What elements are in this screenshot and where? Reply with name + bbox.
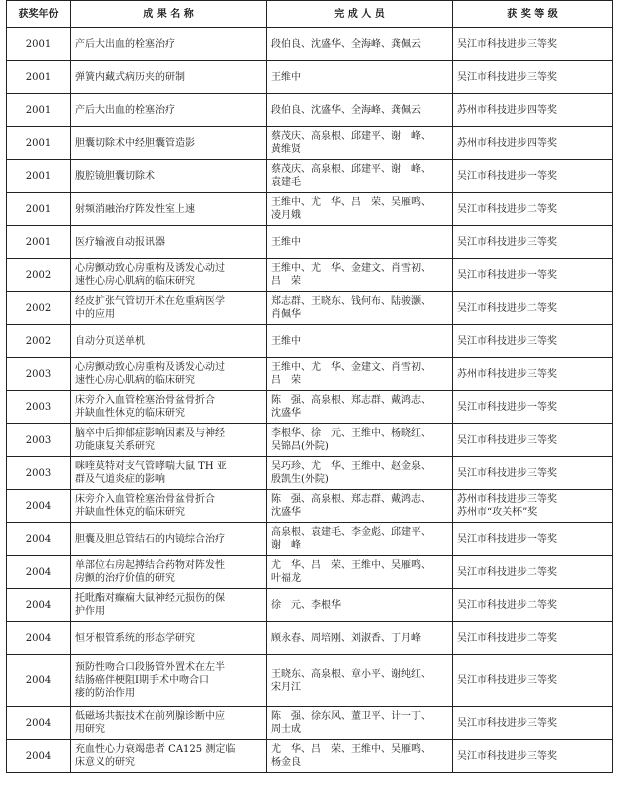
cell-award [453,523,613,556]
cell-members-line: 陈 强、高泉根、郑志群、戴鸿志、 [271,494,431,505]
table-row [7,292,613,325]
cell-title-line: 预防性吻合口段肠管外置术在左半 [75,662,225,673]
cell-year: 2004 [7,707,71,740]
cell-title-line: 并缺血性休克的临床研究 [75,408,185,419]
cell-title-line: 并缺血性休克的临床研究 [75,507,185,518]
cell-award-line: 吴江市科技进步三等奖 [457,71,557,83]
cell-title [71,160,267,193]
cell-members [267,740,453,773]
cell-members-line: 顾永春、周培刚、刘淑香、丁月峰 [271,632,421,644]
cell-award [453,292,613,325]
cell-award [453,655,613,707]
cell-members-line: 王维中 [271,71,301,83]
cell-title [71,193,267,226]
cell-title [71,457,267,490]
table-row [7,523,613,556]
table-row [7,655,613,707]
header-title: 成 果 名 称 [71,1,267,28]
cell-title [71,259,267,292]
header-award: 获 奖 等 级 [453,1,613,28]
cell-year: 2002 [7,325,71,358]
cell-members-line: 王维中、尤 华、金建文、肖雪初、 [271,362,431,373]
table-row [7,622,613,655]
cell-title-line: 单部位右房起搏结合药物对阵发性 [75,560,225,571]
cell-award [453,740,613,773]
cell-year: 2002 [7,259,71,292]
cell-award [453,622,613,655]
cell-members [267,28,453,61]
cell-title-line: 速性心房心肌病的临床研究 [75,276,195,287]
cell-title-line: 产后大出血的栓塞治疗 [75,104,175,116]
cell-members [267,655,453,707]
cell-title [71,490,267,523]
cell-members-line: 周士成 [271,724,301,735]
cell-award-line: 吴江市科技进步三等奖 [457,434,557,446]
cell-title-line: 功能康复关系研究 [75,441,155,452]
cell-title [71,740,267,773]
cell-award [453,556,613,589]
cell-award-line: 吴江市科技进步一等奖 [457,269,557,281]
cell-year: 2001 [7,61,71,94]
header-row [7,1,613,28]
table-row [7,193,613,226]
cell-members-line: 宋月江 [271,681,301,693]
table-row [7,358,613,391]
cell-members [267,490,453,523]
cell-members [267,589,453,622]
cell-title [71,589,267,622]
cell-title [71,655,267,707]
cell-award-line: 吴江市科技进步三等奖 [457,236,557,248]
cell-title [71,424,267,457]
table-row [7,94,613,127]
cell-members-line: 王维中 [271,236,301,248]
cell-members-line: 黄维贤 [271,144,301,155]
cell-award-line: 苏州市科技进步四等奖 [457,104,557,116]
cell-year: 2001 [7,226,71,259]
cell-title [71,61,267,94]
cell-title [71,391,267,424]
cell-year: 2004 [7,740,71,773]
cell-members [267,622,453,655]
cell-title-line: 医疗输液自动报讯器 [75,236,165,248]
cell-title-line: 咪喹莫特对支气管哮喘大鼠 TH 亚 [75,461,227,472]
cell-award-line: 吴江市科技进步三等奖 [457,467,557,479]
cell-title-line: 脑卒中后抑郁症影响因素及与神经 [75,428,225,439]
cell-members-line: 吴巧珍、尤 华、王维中、赵金泉、 [271,461,431,472]
cell-award [453,127,613,160]
cell-members [267,358,453,391]
cell-award-line: 苏州市科技进步三等奖 [457,494,557,505]
table-row [7,127,613,160]
cell-award-line: 吴江市科技进步三等奖 [457,335,557,347]
cell-award-line: 苏州市科技进步三等奖 [457,368,557,380]
cell-year: 2001 [7,28,71,61]
table-row [7,226,613,259]
cell-year: 2004 [7,556,71,589]
table-row [7,457,613,490]
award-table [6,0,613,773]
cell-title-line: 胆囊切除术中经胆囊管造影 [75,137,195,149]
cell-title [71,358,267,391]
cell-year: 2003 [7,358,71,391]
cell-year: 2001 [7,94,71,127]
cell-title-line: 托吡酯对癫痫大鼠神经元损伤的保 [75,593,225,604]
cell-members-line: 段伯良、沈盛华、全海峰、龚佩云 [271,104,421,116]
table-row [7,490,613,523]
cell-title-line: 中的应用 [75,309,115,320]
cell-members-line: 段伯良、沈盛华、全海峰、龚佩云 [271,38,421,50]
cell-members [267,457,453,490]
cell-title-line: 心房颤动致心房重构及诱发心动过 [75,362,225,373]
cell-award-line: 吴江市科技进步二等奖 [457,302,557,314]
cell-award [453,457,613,490]
header-year: 获奖年份 [7,1,71,28]
cell-title-line: 速性心房心肌病的临床研究 [75,375,195,386]
cell-members-line: 尤 华、吕 荣、王维中、吴雁鸣、 [271,744,431,755]
cell-members [267,292,453,325]
cell-title-line: 胆囊及胆总管结石的内镜综合治疗 [75,533,225,545]
cell-award-line: 吴江市科技进步三等奖 [457,717,557,729]
cell-title-line: 腹腔镜胆囊切除术 [75,170,155,182]
cell-title [71,94,267,127]
cell-award [453,259,613,292]
cell-members-line: 陈 强、徐东风、董卫平、计一丁、 [271,711,431,722]
cell-members [267,61,453,94]
cell-members-line: 吕 荣 [271,276,301,287]
cell-award [453,707,613,740]
cell-title-line: 恒牙根管系统的形态学研究 [75,632,195,644]
cell-members [267,391,453,424]
table-row [7,424,613,457]
cell-title-line: 经皮扩张气管切开术在危重病医学 [75,296,225,307]
cell-year: 2003 [7,391,71,424]
cell-members [267,424,453,457]
table-row [7,160,613,193]
cell-year: 2004 [7,589,71,622]
table-body [7,28,613,773]
cell-award-line: 苏州市科技进步四等奖 [457,137,557,149]
cell-members-line: 凌月娥 [271,210,301,221]
cell-award [453,94,613,127]
cell-members-line: 蔡茂庆、高泉根、邱建平、谢 峰、 [271,131,431,142]
cell-title-line: 瘘的防治作用 [75,688,135,699]
cell-award [453,391,613,424]
cell-title-line: 用研究 [75,724,105,735]
cell-members [267,160,453,193]
cell-title [71,325,267,358]
cell-award [453,193,613,226]
cell-award-line: 吴江市科技进步二等奖 [457,566,557,578]
cell-members-line: 沈盛华 [271,408,301,419]
cell-members-line: 王晓东、高泉根、章小平、谢纯红、 [271,668,431,680]
table-row [7,707,613,740]
table-row [7,28,613,61]
cell-title [71,226,267,259]
cell-members-line: 吴锦昌(外院) [271,441,329,452]
cell-members-line: 肖佩华 [271,309,301,320]
cell-title-line: 心房颤动致心房重构及诱发心动过 [75,263,225,274]
cell-award-line: 吴江市科技进步三等奖 [457,750,557,762]
cell-title [71,523,267,556]
cell-members-line: 蔡茂庆、高泉根、邱建平、谢 峰、 [271,164,431,175]
cell-award [453,358,613,391]
cell-members [267,94,453,127]
table-row [7,259,613,292]
cell-members-line: 袁建毛 [271,177,301,188]
cell-year: 2001 [7,193,71,226]
cell-award [453,589,613,622]
cell-members-line: 叶福龙 [271,573,301,584]
cell-year: 2003 [7,457,71,490]
header-members: 完 成 人 员 [267,1,453,28]
cell-award-line: 吴江市科技进步一等奖 [457,533,557,545]
cell-title-line: 护作用 [75,606,105,617]
cell-year: 2004 [7,655,71,707]
cell-title-line: 床意义的研究 [75,757,135,768]
table-row [7,61,613,94]
cell-members [267,193,453,226]
cell-members-line: 杨金良 [271,757,301,768]
table-row [7,556,613,589]
cell-year: 2004 [7,523,71,556]
cell-award-line: 吴江市科技进步一等奖 [457,401,557,413]
cell-award [453,424,613,457]
cell-title [71,556,267,589]
cell-members-line: 殷凯生(外院) [271,474,329,485]
cell-award-line: 吴江市科技进步二等奖 [457,599,557,611]
cell-title [71,28,267,61]
cell-award-line: 吴江市科技进步二等奖 [457,632,557,644]
cell-members [267,523,453,556]
cell-title-line: 射频消融治疗阵发性室上速 [75,203,195,215]
cell-members-line: 王维中、尤 华、金建文、肖雪初、 [271,263,431,274]
cell-members [267,259,453,292]
table-row [7,740,613,773]
cell-year: 2001 [7,160,71,193]
cell-title [71,707,267,740]
cell-members-line: 王维中 [271,335,301,347]
cell-members-line: 吕 荣 [271,375,301,386]
cell-title-line: 群及气道炎症的影响 [75,474,165,485]
cell-members-line: 徐 元、李根华 [271,599,341,611]
cell-title-line: 充血性心力衰竭患者 CA125 测定临 [75,744,236,755]
cell-award-line: 苏州市“攻关杯”奖 [457,507,538,518]
cell-members-line: 郑志群、王晓东、钱何布、陆骏灏、 [271,296,431,307]
cell-year: 2004 [7,490,71,523]
cell-members-line: 高泉根、袁建毛、李金彪、邱建平、 [271,527,431,538]
cell-year: 2002 [7,292,71,325]
table-row [7,325,613,358]
table-row [7,589,613,622]
cell-members-line: 沈盛华 [271,507,301,518]
cell-title-line: 床旁介入血管栓塞治骨盆骨折合 [75,494,215,505]
cell-year: 2004 [7,622,71,655]
cell-award [453,160,613,193]
cell-title [71,622,267,655]
cell-title-line: 产后大出血的栓塞治疗 [75,38,175,50]
cell-title [71,127,267,160]
cell-award-line: 吴江市科技进步三等奖 [457,675,557,686]
cell-award-line: 吴江市科技进步三等奖 [457,38,557,50]
cell-members-line: 尤 华、吕 荣、王维中、吴雁鸣、 [271,560,431,571]
cell-year: 2003 [7,424,71,457]
cell-members [267,127,453,160]
cell-members [267,226,453,259]
cell-title [71,292,267,325]
table-row [7,391,613,424]
cell-title-line: 低磁场共振技术在前列腺诊断中应 [75,711,225,722]
cell-year: 2001 [7,127,71,160]
cell-award [453,28,613,61]
cell-members [267,707,453,740]
cell-title-line: 结肠癌伴梗阻Ⅰ期手术中吻合口 [75,675,209,686]
cell-members [267,325,453,358]
cell-award [453,226,613,259]
cell-title-line: 床旁介入血管栓塞治骨盆骨折合 [75,395,215,406]
cell-members-line: 李根华、徐 元、王维中、杨晓红、 [271,428,431,439]
cell-members [267,556,453,589]
cell-award [453,61,613,94]
cell-members-line: 陈 强、高泉根、郑志群、戴鸿志、 [271,395,431,406]
cell-title-line: 房颤的治疗价值的研究 [75,573,175,584]
cell-award [453,325,613,358]
cell-award-line: 吴江市科技进步一等奖 [457,170,557,182]
cell-members-line: 谢 峰 [271,540,301,551]
cell-award-line: 吴江市科技进步二等奖 [457,203,557,215]
cell-members-line: 王维中、尤 华、吕 荣、吴雁鸣、 [271,197,431,208]
cell-award [453,490,613,523]
cell-title-line: 自动分页送单机 [75,335,145,347]
cell-title-line: 弹簧内藏式病历夹的研制 [75,71,185,83]
